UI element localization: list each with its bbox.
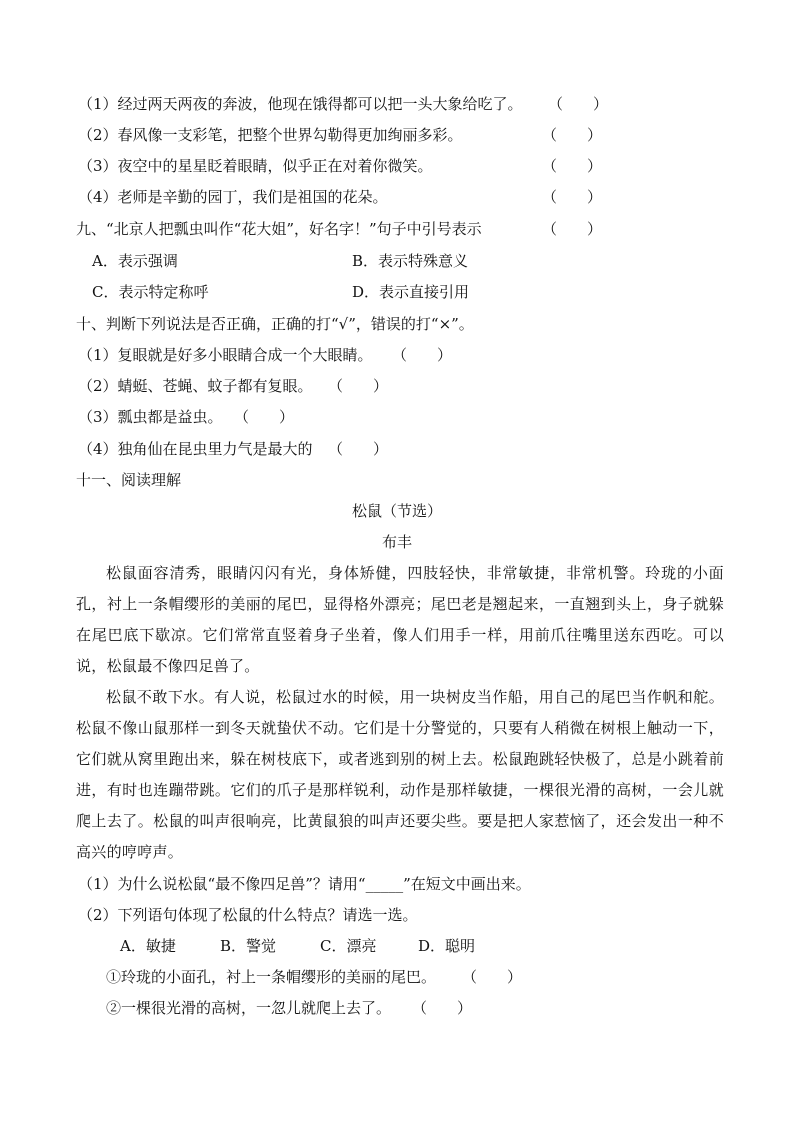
- s9-option-b[interactable]: B．表示特殊意义: [352, 252, 469, 270]
- answer-bracket[interactable]: （ ）: [548, 95, 609, 113]
- answer-bracket[interactable]: （ ）: [542, 188, 603, 206]
- s8-item-4-text: （4）老师是辛勤的园丁，我们是祖国的花朵。: [78, 188, 388, 206]
- s11-q2-option-a[interactable]: A．敏捷: [120, 937, 176, 955]
- s11-heading-text: 十一、阅读理解: [76, 471, 182, 489]
- s9-question-text: 九、“北京人把瓢虫叫作“花大姐”，好名字！”句子中引号表示: [76, 220, 482, 238]
- s8-item-3: [0, 151, 794, 182]
- answer-bracket[interactable]: （ ）: [462, 968, 523, 986]
- s11-q1-after: ”在短文中画出来。: [403, 875, 531, 893]
- s9-options-row-1: [0, 246, 794, 277]
- s10-item-4-text: （4）独角仙在昆虫里力气是最大的: [78, 440, 313, 458]
- s11-q1-line: [78, 869, 531, 900]
- s10-item-1-text: （1）复眼就是好多小眼睛合成一个大眼睛。: [78, 346, 373, 364]
- s8-item-2: [0, 120, 794, 151]
- s8-item-4: [0, 182, 794, 213]
- s8-item-1-text: （1）经过两天两夜的奔波，他现在饿得都可以把一头大象给吃了。: [78, 95, 523, 113]
- answer-bracket[interactable]: （ ）: [234, 408, 295, 426]
- s10-item-2: [0, 371, 794, 402]
- s10-item-1: [0, 340, 794, 371]
- passage-author: 布丰: [381, 533, 412, 551]
- s10-heading-text: 十、判断下列说法是否正确，正确的打“√”，错误的打“×”。: [76, 315, 474, 333]
- s8-item-2-text: （2）春风像一支彩笔，把整个世界勾勒得更加绚丽多彩。: [78, 126, 463, 144]
- s11-q2-option-c[interactable]: C．漂亮: [320, 937, 377, 955]
- s11-q2-item-1-text: ①玲珑的小面孔，衬上一条帽缨形的美丽的尾巴。: [106, 968, 437, 986]
- s9-options-row-2: [0, 277, 794, 308]
- passage-paragraph-1: 松鼠面容清秀，眼睛闪闪有光，身体矫健，四肢轻快，非常敏捷，非常机警。玲珑的小面孔，衬上一条帽缨形的美丽的尾巴，显得格外漂亮；尾巴老是翘起来，一直翘到头上，身子就躲在尾巴底下歇凉。它们常常直竖着身子坐着，像人们用手一样，用前爪往嘴里送东西吃。可以说，松鼠最不像四足兽了。: [76, 564, 724, 675]
- s10-item-3-text: （3）瓢虫都是益虫。: [78, 408, 223, 426]
- s9-question: [0, 214, 794, 245]
- s11-q2-text: （2）下列语句体现了松鼠的什么特点？请选一选。: [78, 906, 418, 924]
- answer-bracket[interactable]: （ ）: [392, 346, 453, 364]
- s8-item-1: [0, 89, 794, 120]
- s11-q2-options: [0, 931, 794, 962]
- answer-bracket[interactable]: （ ）: [542, 126, 603, 144]
- answer-bracket[interactable]: （ ）: [328, 377, 389, 395]
- s9-option-d[interactable]: D．表示直接引用: [352, 283, 470, 301]
- s9-option-c[interactable]: C．表示特定称呼: [92, 283, 209, 301]
- answer-bracket[interactable]: （ ）: [542, 157, 603, 175]
- s10-item-2-text: （2）蜻蜓、苍蝇、蚊子都有复眼。: [78, 377, 313, 395]
- s10-item-4: [0, 434, 794, 465]
- s11-q2-item-2: [0, 993, 794, 1024]
- s11-q2-item-2-text: ②一棵很光滑的高树，一忽儿就爬上去了。: [106, 999, 392, 1017]
- s11-q1-blank[interactable]: _____: [365, 875, 404, 893]
- s10-item-3: [0, 402, 794, 433]
- answer-bracket[interactable]: （ ）: [542, 220, 603, 238]
- s8-item-3-text: （3）夜空中的星星眨着眼睛，似乎正在对着你微笑。: [78, 157, 433, 175]
- passage-title: 松鼠（节选）: [351, 502, 442, 520]
- answer-bracket[interactable]: （ ）: [328, 440, 389, 458]
- s11-q2-option-d[interactable]: D．聪明: [418, 937, 476, 955]
- s9-option-a[interactable]: A．表示强调: [92, 252, 178, 270]
- s11-heading: [0, 465, 794, 496]
- s11-q2: [0, 900, 794, 931]
- passage-paragraph-2: 松鼠不敢下水。有人说，松鼠过水的时候，用一块树皮当作船，用自己的尾巴当作帆和舵。松鼠不像山鼠那样一到冬天就蛰伏不动。它们是十分警觉的，只要有人稍微在树根上触动一下，它们就从窝里跑出来，躲在树枝底下，或者逃到别的树上去。松鼠跑跳轻快极了，总是小跳着前进，有时也连蹦带跳。它们的爪子是那样锐利，动作是那样敏捷，一棵很光滑的高树，一会儿就爬上去了。松鼠的叫声很响亮，比黄鼠狼的叫声还要尖些。要是把人家惹恼了，还会发出一种不高兴的哼哼声。: [76, 688, 724, 861]
- s11-q1-before: （1）为什么说松鼠“最不像四足兽”？请用“: [78, 875, 366, 893]
- answer-bracket[interactable]: （ ）: [412, 999, 473, 1017]
- s11-q2-item-1: [0, 962, 794, 993]
- s10-heading: [0, 309, 794, 340]
- s11-q2-option-b[interactable]: B．警觉: [220, 937, 277, 955]
- s11-q1: [0, 869, 794, 900]
